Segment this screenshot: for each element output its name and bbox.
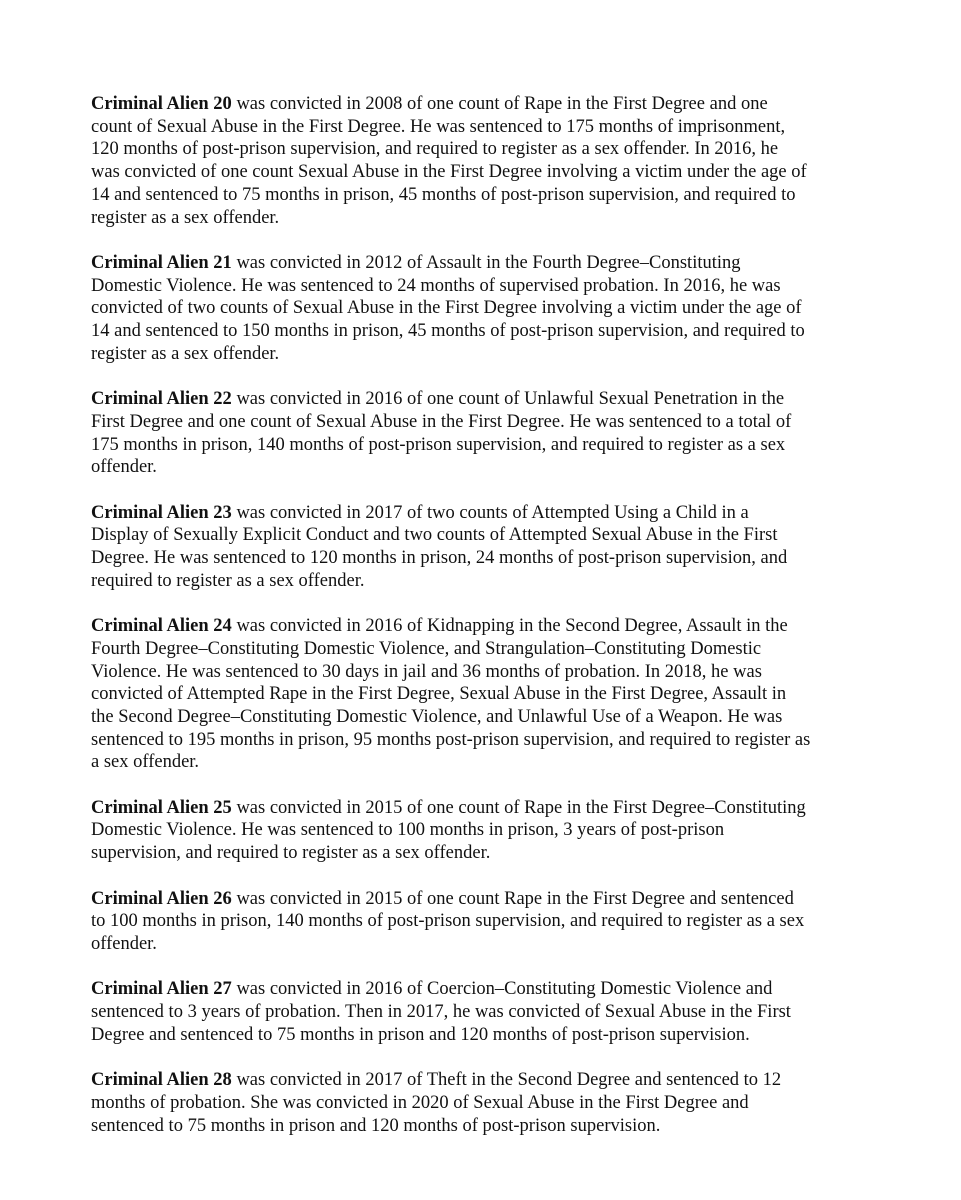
record-text: Domestic Violence. He was sentenced to 24 months of supervised probation. In 2016, he was xyxy=(91,275,781,296)
text-line xyxy=(91,661,881,684)
record-text: was convicted in 2016 of Coercion–Constituting Domestic Violence and xyxy=(231,979,773,1000)
text-line xyxy=(91,297,881,320)
text-line xyxy=(91,978,881,1001)
record-paragraph xyxy=(91,615,881,774)
record-text: 14 and sentenced to 75 months in prison, 45 months of post-prison supervision, and required to xyxy=(91,184,796,205)
record-text: sentenced to 75 months in prison and 120 months of post-prison supervision. xyxy=(91,1115,661,1136)
record-text: was convicted in 2017 of two counts of Attempted Using a Child in a xyxy=(231,502,749,523)
record-text: months of probation. She was convicted in 2020 of Sexual Abuse in the First Degree and xyxy=(91,1092,749,1113)
record-text: count of Sexual Abuse in the First Degree. He was sentenced to 175 months of imprisonment, xyxy=(91,116,786,137)
record-text: sentenced to 3 years of probation. Then in 2017, he was convicted of Sexual Abuse in the First xyxy=(91,1002,791,1023)
record-text: Violence. He was sentenced to 30 days in jail and 36 months of probation. In 2018, he was xyxy=(91,661,762,682)
text-line xyxy=(91,570,881,593)
text-line xyxy=(91,434,881,457)
text-line xyxy=(91,1024,881,1047)
text-line xyxy=(91,252,881,275)
record-text: was convicted of one count Sexual Abuse in the First Degree involving a victim under the age of xyxy=(91,162,807,183)
record-name: Criminal Alien 21 xyxy=(91,252,232,273)
record-text: Domestic Violence. He was sentenced to 100 months in prison, 3 years of post-prison xyxy=(91,820,725,841)
record-text: 14 and sentenced to 150 months in prison, 45 months of post-prison supervision, and required to xyxy=(91,321,805,342)
text-line xyxy=(91,275,881,298)
record-text: offender. xyxy=(91,457,157,478)
document-body xyxy=(91,93,881,1160)
record-paragraph xyxy=(91,388,881,479)
record-text: to 100 months in prison, 140 months of post-prison supervision, and required to register as a sex xyxy=(91,911,805,932)
text-line xyxy=(91,524,881,547)
text-line xyxy=(91,184,881,207)
record-text: was convicted in 2012 of Assault in the Fourth Degree–Constituting xyxy=(231,252,741,273)
text-line xyxy=(91,638,881,661)
record-text: Degree. He was sentenced to 120 months in prison, 24 months of post-prison supervision, and xyxy=(91,548,788,569)
record-text: register as a sex offender. xyxy=(91,343,280,364)
text-line xyxy=(91,93,881,116)
record-name: Criminal Alien 27 xyxy=(91,979,232,1000)
text-line xyxy=(91,502,881,525)
record-name: Criminal Alien 22 xyxy=(91,389,232,410)
record-paragraph xyxy=(91,93,881,229)
record-text: register as a sex offender. xyxy=(91,207,280,228)
record-name: Criminal Alien 24 xyxy=(91,616,232,637)
record-text: was convicted in 2016 of Kidnapping in the Second Degree, Assault in the xyxy=(231,616,788,637)
record-paragraph xyxy=(91,797,881,865)
record-text: was convicted in 2017 of Theft in the Second Degree and sentenced to 12 xyxy=(231,1070,782,1091)
record-paragraph xyxy=(91,252,881,366)
text-line xyxy=(91,819,881,842)
record-paragraph xyxy=(91,502,881,593)
record-text: a sex offender. xyxy=(91,752,200,773)
text-line xyxy=(91,207,881,230)
record-text: required to register as a sex offender. xyxy=(91,570,365,591)
record-text: the Second Degree–Constituting Domestic Violence, and Unlawful Use of a Weapon. He was xyxy=(91,706,783,727)
text-line xyxy=(91,1115,881,1138)
record-text: was convicted in 2015 of one count of Rape in the First Degree–Constituting xyxy=(231,797,806,818)
record-paragraph xyxy=(91,978,881,1046)
record-paragraph xyxy=(91,1069,881,1137)
record-text: convicted of two counts of Sexual Abuse in the First Degree involving a victim under the age of xyxy=(91,298,802,319)
record-text: was convicted in 2015 of one count Rape in the First Degree and sentenced xyxy=(231,888,794,909)
text-line xyxy=(91,615,881,638)
record-text: Degree and sentenced to 75 months in prison and 120 months of post-prison supervision. xyxy=(91,1024,750,1045)
text-line xyxy=(91,910,881,933)
text-line xyxy=(91,1092,881,1115)
record-text: 120 months of post-prison supervision, and required to register as a sex offender. In 2016, he xyxy=(91,139,779,160)
record-text: offender. xyxy=(91,933,157,954)
text-line xyxy=(91,933,881,956)
text-line xyxy=(91,138,881,161)
record-text: was convicted in 2008 of one count of Rape in the First Degree and one xyxy=(231,94,768,114)
record-name: Criminal Alien 28 xyxy=(91,1070,232,1091)
text-line xyxy=(91,1001,881,1024)
record-text: supervision, and required to register as a sex offender. xyxy=(91,843,491,864)
text-line xyxy=(91,388,881,411)
record-name: Criminal Alien 23 xyxy=(91,502,232,523)
record-text: sentenced to 195 months in prison, 95 months post-prison supervision, and required to register as xyxy=(91,729,811,750)
record-text: First Degree and one count of Sexual Abuse in the First Degree. He was sentenced to a total of xyxy=(91,411,792,432)
text-line xyxy=(91,729,881,752)
text-line xyxy=(91,888,881,911)
text-line xyxy=(91,161,881,184)
text-line xyxy=(91,343,881,366)
text-line xyxy=(91,683,881,706)
record-text: 175 months in prison, 140 months of post-prison supervision, and required to register as a sex xyxy=(91,434,786,455)
text-line xyxy=(91,547,881,570)
text-line xyxy=(91,116,881,139)
record-paragraph xyxy=(91,888,881,956)
record-text: Display of Sexually Explicit Conduct and two counts of Attempted Sexual Abuse in the First xyxy=(91,525,778,546)
record-name: Criminal Alien 20 xyxy=(91,94,232,114)
record-text: convicted of Attempted Rape in the First Degree, Sexual Abuse in the First Degree, Assault in xyxy=(91,684,787,705)
text-line xyxy=(91,751,881,774)
text-line xyxy=(91,456,881,479)
record-text: Fourth Degree–Constituting Domestic Violence, and Strangulation–Constituting Domestic xyxy=(91,638,762,659)
text-line xyxy=(91,320,881,343)
text-line xyxy=(91,706,881,729)
record-name: Criminal Alien 25 xyxy=(91,797,232,818)
text-line xyxy=(91,797,881,820)
record-name: Criminal Alien 26 xyxy=(91,888,232,909)
text-line xyxy=(91,1069,881,1092)
text-line xyxy=(91,411,881,434)
record-text: was convicted in 2016 of one count of Unlawful Sexual Penetration in the xyxy=(231,389,785,410)
text-line xyxy=(91,842,881,865)
